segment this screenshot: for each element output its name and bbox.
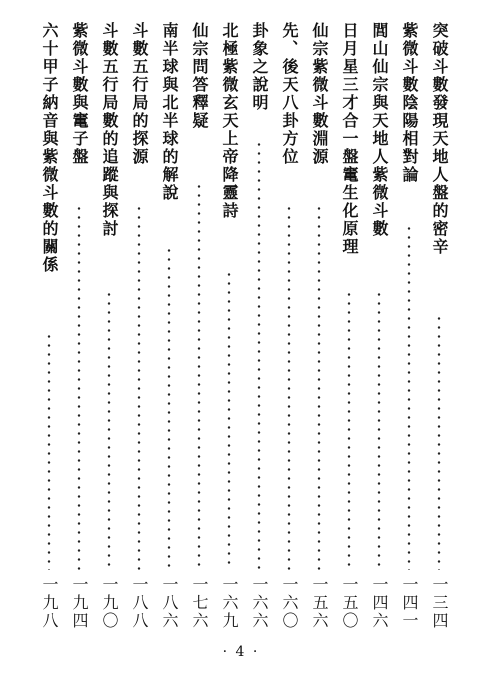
toc-entry-page: 一六六 [250,576,269,630]
toc-entry-page: 一四六 [370,576,389,630]
toc-entry-title: 斗數五行局的探源 [130,22,149,166]
toc-entry-title: 仙宗紫微斗數淵源 [310,22,329,166]
toc-entry-title: 先、後天八卦方位 [280,22,299,166]
leader-dots [47,332,51,570]
leader-dots [107,290,111,570]
toc-entry-page: 一九八 [40,576,59,630]
toc-entry-11 [128,22,150,630]
leader-dots [287,204,291,570]
toc-entry-9 [188,22,210,630]
page-number: · 4 · [222,644,260,660]
leader-dots [77,204,81,570]
leader-dots [167,246,171,570]
toc-entry-title: 紫微斗數與竃子盤 [70,22,89,166]
leader-dots [197,182,201,570]
toc-entry-3 [368,22,390,630]
leader-dots [377,290,381,570]
toc-entry-7 [248,22,270,630]
leader-dots [257,140,261,570]
toc-entry-page: 一八八 [130,576,149,630]
toc-entry-title: 閭山仙宗與天地人紫微斗數 [370,22,389,238]
leader-dots [347,290,351,570]
leader-dots [407,224,411,570]
toc-entry-title: 南半球與北半球的解說 [160,22,179,202]
toc-entry-12 [98,22,120,630]
toc-entry-page: 一八六 [160,576,179,630]
toc-entry-14 [38,22,60,630]
toc-entry-title: 卦象之說明 [250,22,269,112]
toc-entry-13 [68,22,90,630]
toc-entry-title: 仙宗問答釋疑 [190,22,209,130]
toc-entry-page: 一九〇 [100,576,119,630]
toc-entry-page: 一六〇 [280,576,299,630]
leader-dots [227,270,231,570]
toc-entry-8 [218,22,240,630]
toc-entry-title: 日月星三才合一盤竃生化原理 [340,22,359,256]
toc-page [36,22,450,630]
toc-entry-page: 一五〇 [340,576,359,630]
toc-entry-2 [398,22,420,630]
toc-entry-5 [308,22,330,630]
toc-entry-title: 六十甲子納音與紫微斗數的關係 [40,22,59,274]
toc-entry-title: 北極紫微玄天上帝降靈詩 [220,22,239,220]
leader-dots [317,204,321,570]
toc-entry-page: 一四一 [400,576,419,630]
toc-entry-title: 突破斗數發現天地人盤的密辛 [430,22,449,256]
toc-entry-6 [278,22,300,630]
toc-entry-page: 一五六 [310,576,329,630]
toc-entry-page: 一三四 [430,576,449,630]
toc-entry-title: 紫微斗數陰陽相對論 [400,22,419,184]
toc-entry-page: 一六九 [220,576,239,630]
toc-entry-page: 一九四 [70,576,89,630]
toc-entry-title: 斗數五行局數的追蹤與探討 [100,22,119,238]
toc-entry-1 [428,22,450,630]
leader-dots [437,314,441,570]
leader-dots [137,204,141,570]
toc-entry-4 [338,22,360,630]
toc-entry-10 [158,22,180,630]
toc-entry-page: 一七六 [190,576,209,630]
